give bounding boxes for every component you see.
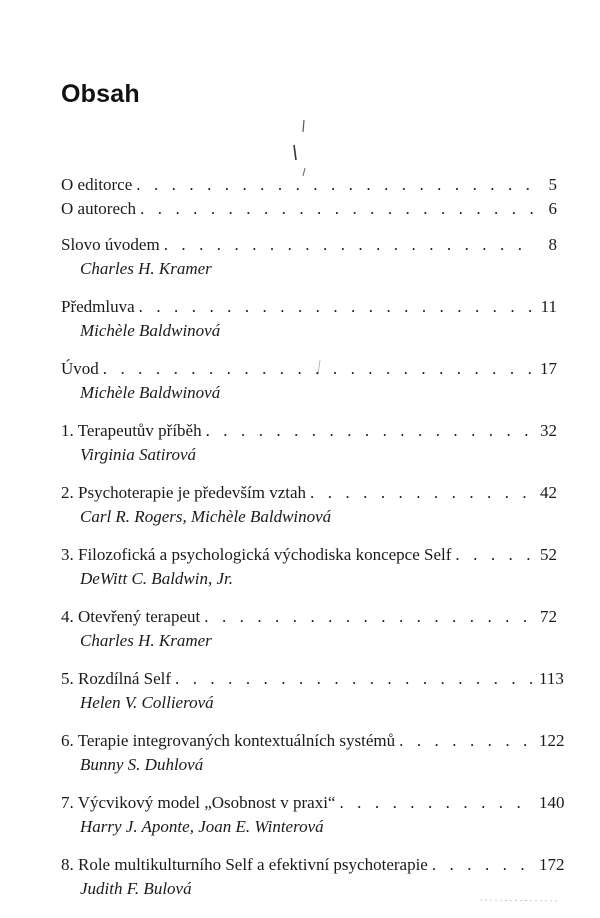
entry-page-number: 172 [539, 855, 565, 874]
table-of-contents [61, 173, 565, 901]
entry-title: Slovo úvodem [61, 235, 160, 254]
toc-entry [61, 481, 557, 529]
dot-leader [175, 667, 535, 691]
entry-author: Charles H. Kramer [80, 631, 212, 650]
toc-line [61, 729, 565, 753]
toc-entry [61, 791, 565, 839]
entry-page-number: 140 [539, 793, 565, 812]
toc-entry [61, 543, 557, 591]
dot-leader [339, 791, 535, 815]
entry-title: 1. Terapeutův příběh [61, 421, 202, 440]
dot-leader [455, 543, 535, 567]
entry-page-number: 72 [540, 607, 557, 626]
toc-entry [61, 357, 557, 405]
dot-leader [139, 295, 535, 319]
entry-title: 2. Psychoterapie je především vztah [61, 483, 307, 502]
toc-entry [61, 173, 557, 197]
entry-author: Michèle Baldwinová [80, 383, 221, 402]
dot-leader [164, 233, 535, 257]
toc-entry [61, 295, 557, 343]
entry-title: Předmluva [61, 297, 135, 316]
toc-line [61, 853, 565, 877]
entry-author: Bunny S. Duhlová [80, 755, 204, 774]
entry-author: DeWitt C. Baldwin, Jr. [80, 569, 233, 588]
dot-leader [140, 197, 535, 221]
entry-title: 3. Filozofická a psychologická východiska koncepce Self [61, 545, 452, 564]
entry-page-number: 122 [539, 731, 565, 750]
entry-author: Judith F. Bulová [80, 879, 192, 898]
entry-title: O editorce [61, 175, 133, 194]
entry-title: Úvod [61, 359, 99, 378]
entry-page-number: 5 [548, 175, 557, 194]
toc-entry [61, 419, 557, 467]
entry-page-number: 8 [548, 235, 557, 254]
page-title: Obsah [61, 80, 140, 108]
entry-page-number: 32 [540, 421, 557, 440]
dot-leader [204, 605, 535, 629]
entry-title: 8. Role multikulturního Self a efektivní psychoterapie [61, 855, 428, 874]
entry-title: 7. Výcvikový model „Osobnost v praxi“ [61, 793, 336, 812]
entry-author: Helen V. Collierová [80, 693, 214, 712]
toc-line [61, 357, 557, 381]
entry-author: Michèle Baldwinová [80, 321, 221, 340]
dot-leader [206, 419, 535, 443]
entry-title: O autorech [61, 199, 137, 218]
toc-line [61, 605, 557, 629]
entry-title: 4. Otevřený terapeut [61, 607, 201, 626]
dot-leader [136, 173, 535, 197]
entry-title: 5. Rozdílná Self [61, 669, 172, 688]
toc-line [61, 233, 557, 257]
entry-page-number: 17 [540, 359, 557, 378]
toc-entry [61, 233, 557, 281]
dot-leader [103, 357, 535, 381]
dot-leader [310, 481, 535, 505]
toc-line [61, 173, 557, 197]
entry-page-number: 6 [548, 199, 557, 218]
toc-entry [61, 605, 557, 653]
toc-line [61, 419, 557, 443]
toc-entry [61, 853, 565, 901]
entry-author: Carl R. Rogers, Michèle Baldwinová [80, 507, 332, 526]
toc-line [61, 295, 557, 319]
toc-line [61, 543, 557, 567]
entry-page-number: 52 [540, 545, 557, 564]
dot-leader [432, 853, 535, 877]
toc-entry [61, 729, 565, 777]
toc-entry [61, 667, 564, 715]
entry-page-number: 11 [540, 297, 557, 316]
toc-line [61, 481, 557, 505]
entry-page-number: 113 [539, 669, 564, 688]
entry-author: Harry J. Aponte, Joan E. Winterová [80, 817, 324, 836]
toc-entry [61, 197, 557, 221]
entry-title: 6. Terapie integrovaných kontextuálních systémů [61, 731, 396, 750]
dot-leader [399, 729, 535, 753]
toc-line [61, 791, 565, 815]
toc-line [61, 667, 564, 691]
entry-author: Virginia Satirová [80, 445, 197, 464]
entry-author: Charles H. Kramer [80, 259, 212, 278]
entry-page-number: 42 [540, 483, 557, 502]
toc-line [61, 197, 557, 221]
